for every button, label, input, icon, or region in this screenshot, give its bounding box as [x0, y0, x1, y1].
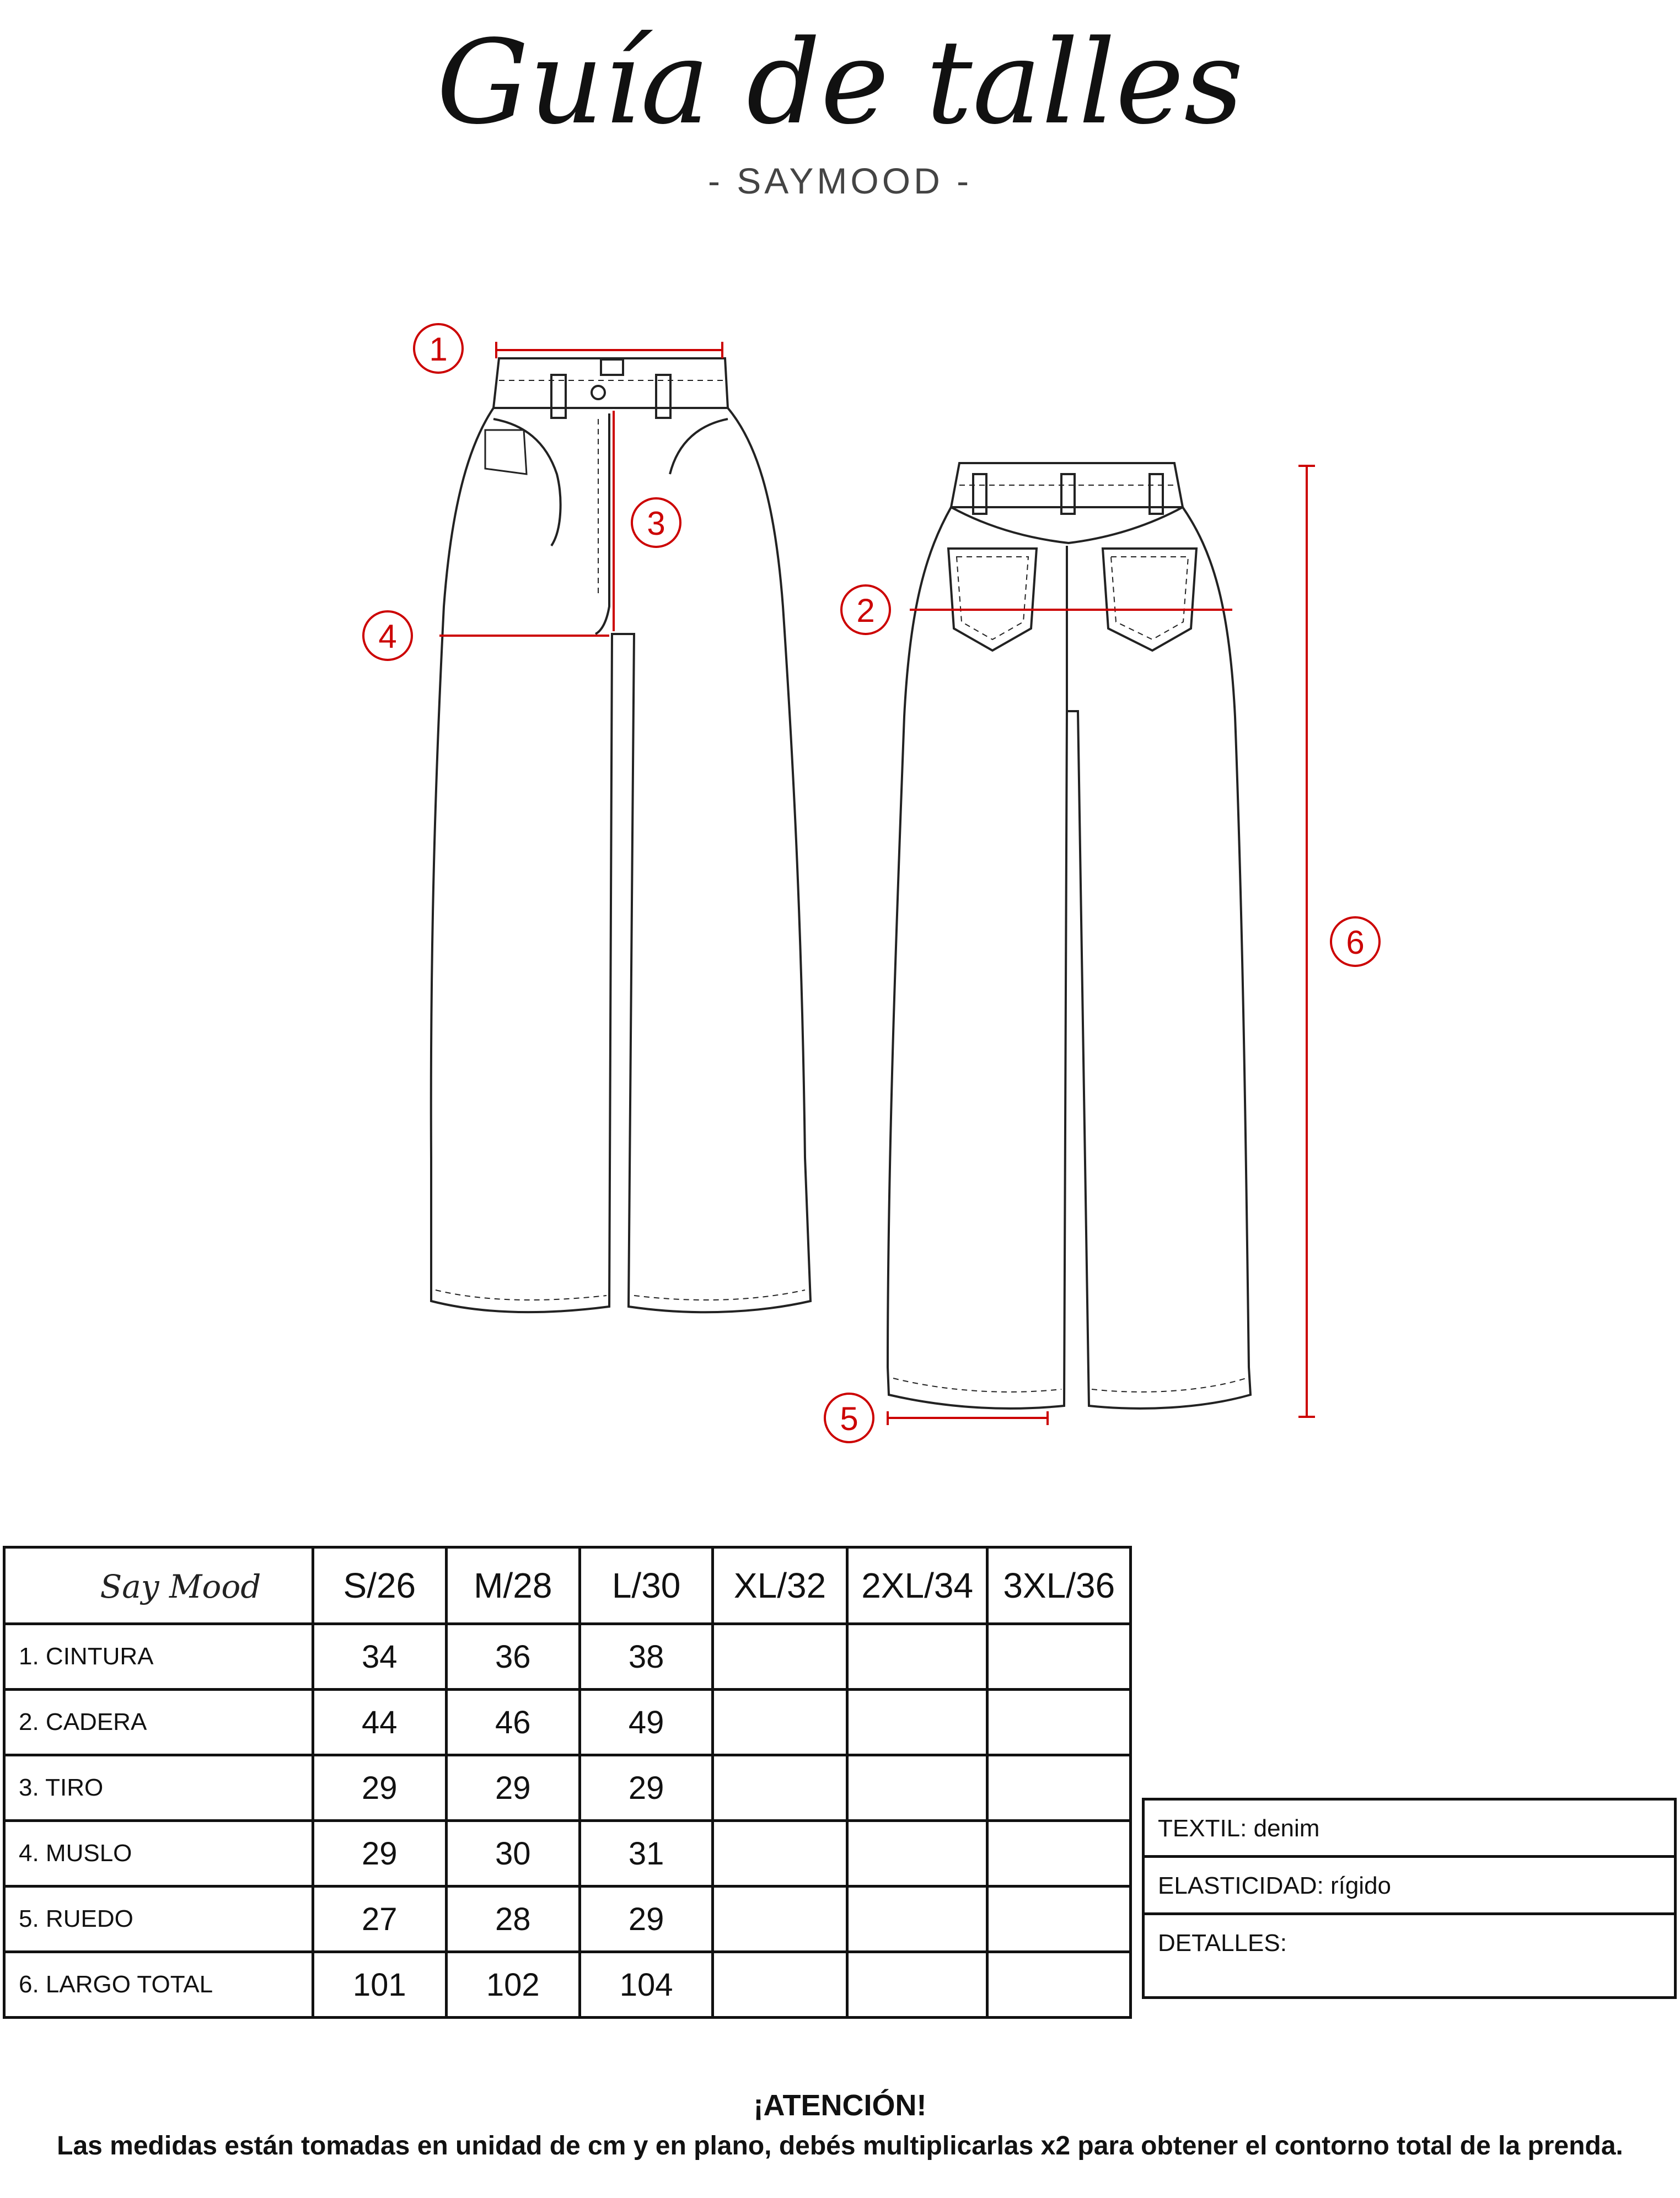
measure-value: 31 [579, 1821, 712, 1887]
measure-value: 49 [579, 1690, 712, 1755]
measure-value [847, 1624, 987, 1690]
measure-value: 34 [313, 1624, 446, 1690]
marker-3 [632, 498, 680, 547]
measure-value [987, 1952, 1131, 2018]
measure-label: 2. CADERA [4, 1690, 313, 1755]
measure-value: 38 [579, 1624, 712, 1690]
measure-value: 46 [446, 1690, 579, 1755]
measure-value: 36 [446, 1624, 579, 1690]
table-row [4, 1952, 1131, 2018]
measure-value: 29 [579, 1755, 712, 1821]
measure-value [987, 1690, 1131, 1755]
fabric-elasticity: ELASTICIDAD: rígido [1144, 1857, 1676, 1914]
svg-text:6: 6 [1346, 924, 1365, 961]
measure-value: 44 [313, 1690, 446, 1755]
measure-value [847, 1887, 987, 1952]
measure-value [847, 1952, 987, 2018]
measure-value: 102 [446, 1952, 579, 2018]
brand-subtitle: - SAYMOOD - [707, 160, 973, 201]
size-table [3, 1546, 1132, 2019]
size-header: L/30 [579, 1547, 712, 1624]
svg-text:3: 3 [647, 505, 665, 542]
marker-4 [363, 611, 412, 660]
svg-text:4: 4 [378, 618, 397, 655]
measure-label: 1. CINTURA [4, 1624, 313, 1690]
measurement-lines [439, 342, 1315, 1425]
measure-label: 5. RUEDO [4, 1887, 313, 1952]
size-header: 3XL/36 [987, 1547, 1131, 1624]
measure-value [713, 1821, 847, 1887]
attention-heading: ¡ATENCIÓN! [753, 2089, 927, 2122]
measure-label: 4. MUSLO [4, 1821, 313, 1887]
marker-5 [825, 1394, 873, 1442]
size-header: M/28 [446, 1547, 579, 1624]
brand-logo [4, 1547, 313, 1624]
measure-value [847, 1755, 987, 1821]
measure-value [987, 1624, 1131, 1690]
measure-value: 29 [446, 1755, 579, 1821]
table-row [4, 1821, 1131, 1887]
table-row [4, 1690, 1131, 1755]
measure-value [987, 1821, 1131, 1887]
table-row [4, 1887, 1131, 1952]
measure-value [713, 1755, 847, 1821]
measure-value: 28 [446, 1887, 579, 1952]
marker-6 [1331, 917, 1380, 966]
size-header-row [4, 1547, 1131, 1624]
measure-label: 6. LARGO TOTAL [4, 1952, 313, 2018]
marker-2 [841, 585, 890, 634]
svg-text:5: 5 [840, 1400, 858, 1437]
fabric-info-table [1142, 1798, 1677, 1999]
measure-value: 29 [313, 1821, 446, 1887]
measure-value [847, 1690, 987, 1755]
measure-value: 104 [579, 1952, 712, 2018]
measure-value [713, 1690, 847, 1755]
measure-value [987, 1887, 1131, 1952]
marker-1 [414, 324, 463, 373]
svg-text:2: 2 [856, 592, 875, 629]
back-jeans-outline [888, 463, 1250, 1409]
page-title: Guía de talles [436, 15, 1244, 150]
measure-value: 27 [313, 1887, 446, 1952]
measure-label: 3. TIRO [4, 1755, 313, 1821]
table-row [4, 1624, 1131, 1690]
size-header: 2XL/34 [847, 1547, 987, 1624]
fabric-details: DETALLES: [1144, 1914, 1676, 1998]
measure-value: 29 [313, 1755, 446, 1821]
size-header: XL/32 [713, 1547, 847, 1624]
measure-value [713, 1887, 847, 1952]
front-jeans-outline [431, 358, 811, 1312]
size-header: S/26 [313, 1547, 446, 1624]
measure-value: 101 [313, 1952, 446, 2018]
measure-value: 29 [579, 1887, 712, 1952]
measure-value [847, 1821, 987, 1887]
measure-value [713, 1624, 847, 1690]
measurement-note: Las medidas están tomadas en unidad de cm y en plano, debés multiplicarlas x2 para obtener el contorno total de la prenda. [57, 2131, 1623, 2161]
measure-value [987, 1755, 1131, 1821]
measure-value [713, 1952, 847, 2018]
svg-text:1: 1 [429, 331, 448, 368]
fabric-textil: TEXTIL: denim [1144, 1799, 1676, 1857]
table-row [4, 1755, 1131, 1821]
measure-value: 30 [446, 1821, 579, 1887]
logo-signature: Say Mood [100, 1568, 261, 1605]
